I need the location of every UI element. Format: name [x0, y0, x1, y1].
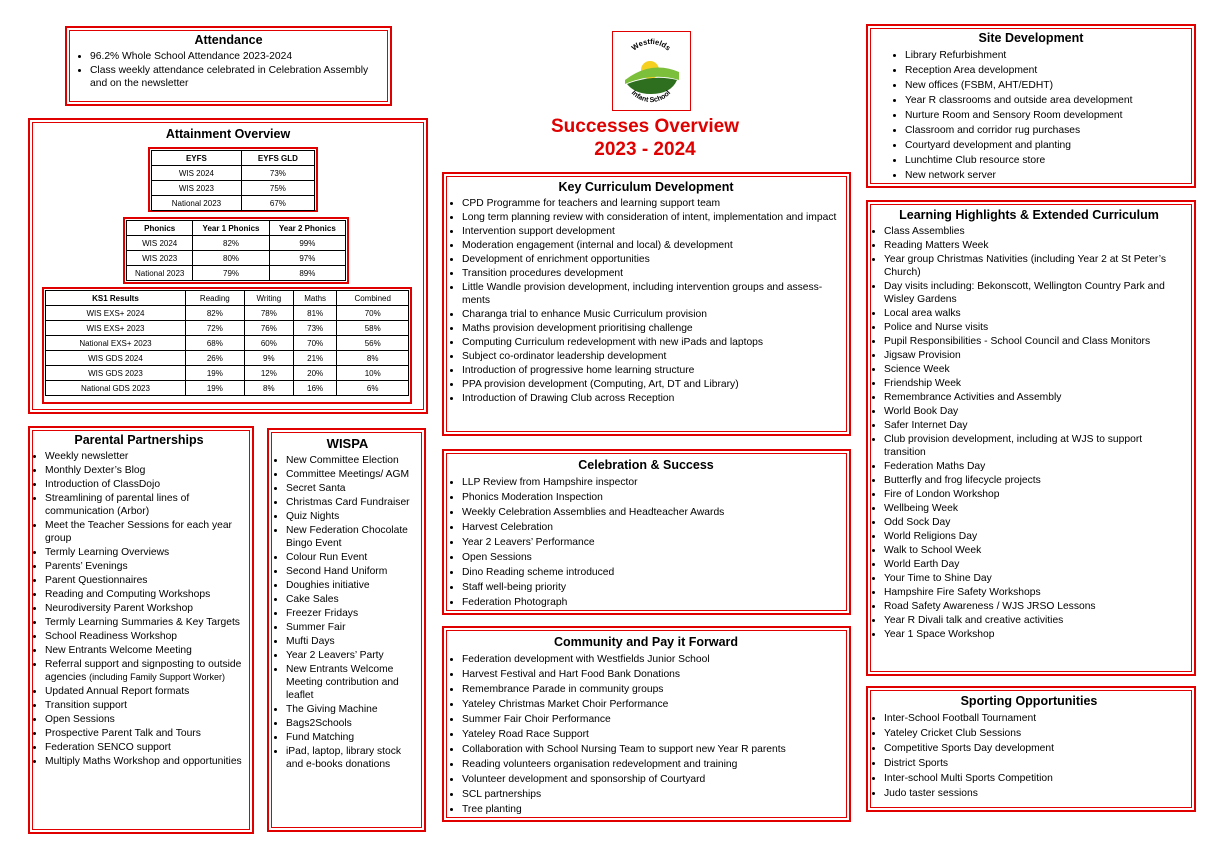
- wispa-item: • Quiz Nights: [286, 510, 420, 523]
- community-item: • Volunteer development and sponsorship of Courtyard: [462, 772, 841, 787]
- curriculum-item: • PPA provision development (Computing, Art, DT and Library): [462, 378, 841, 391]
- curriculum-item: • Little Wandle provision development, including intervention groups and assess-ments: [462, 281, 841, 307]
- table-cell: 79%: [193, 266, 269, 281]
- table-cell: 82%: [185, 306, 244, 321]
- learning-item: • Wellbeing Week: [884, 502, 1186, 515]
- table-cell: 26%: [185, 351, 244, 366]
- table-cell: 73%: [293, 321, 337, 336]
- curriculum-item: • Computing Curriculum redevelopment with new iPads and laptops: [462, 336, 841, 349]
- parental-item: • Parents’ Evenings: [45, 560, 244, 573]
- table-header-cell: Writing: [244, 291, 293, 306]
- table-cell: 58%: [337, 321, 409, 336]
- parental-item: • School Readiness Workshop: [45, 630, 244, 643]
- sporting-heading: Sporting Opportunities: [960, 694, 1098, 708]
- curriculum-item: • Transition procedures development: [462, 267, 841, 280]
- site-heading: Site Development: [978, 31, 1084, 45]
- site-item: • Courtyard development and planting: [905, 138, 1186, 153]
- phonics-table: [126, 220, 346, 281]
- table-cell: 8%: [337, 351, 409, 366]
- learning-heading: Learning Highlights & Extended Curriculum: [899, 208, 1159, 222]
- table-cell: 70%: [293, 336, 337, 351]
- parental-item: • Termly Learning Summaries & Key Targets: [45, 616, 244, 629]
- table-header-cell: Phonics: [127, 221, 193, 236]
- parental-item: • Streamlining of parental lines of communication (Arbor): [45, 492, 244, 518]
- community-item: • Summer Fair Choir Performance: [462, 712, 841, 727]
- table-cell: National GDS 2023: [46, 381, 186, 396]
- attendance-list: [75, 50, 382, 90]
- sporting-list: [872, 711, 1186, 801]
- table-header-row: [46, 291, 409, 306]
- table-cell: 73%: [241, 166, 314, 181]
- table-header-cell: Combined: [337, 291, 409, 306]
- table-cell: WIS EXS+ 2023: [46, 321, 186, 336]
- celebration-list: [451, 475, 841, 610]
- celebration-item: • Year 2 Leavers’ Performance: [462, 535, 841, 550]
- wispa-item: • Second Hand Uniform: [286, 565, 420, 578]
- site-item: • Reception Area development: [905, 63, 1186, 78]
- table-cell: 99%: [269, 236, 345, 251]
- wispa-item: • Colour Run Event: [286, 551, 420, 564]
- learning-item: • Year group Christmas Nativities (including Year 2 at St Peter’s Church): [884, 253, 1186, 279]
- table-row: [46, 351, 409, 366]
- parental-item: • Parent Questionnaires: [45, 574, 244, 587]
- learning-item: • World Book Day: [884, 405, 1186, 418]
- table-header-row: [127, 221, 346, 236]
- learning-item: • Federation Maths Day: [884, 460, 1186, 473]
- learning-item: • Safer Internet Day: [884, 419, 1186, 432]
- curriculum-item: • Development of enrichment opportunities: [462, 253, 841, 266]
- table-row: [152, 166, 315, 181]
- celebration-heading: Celebration & Success: [578, 458, 714, 472]
- learning-item: • Club provision development, including at WJS to support transition: [884, 433, 1186, 459]
- table-cell: 78%: [244, 306, 293, 321]
- table-row: [127, 266, 346, 281]
- sporting-item: • Inter-school Multi Sports Competition: [884, 771, 1186, 786]
- table-cell: WIS 2024: [152, 166, 242, 181]
- page-title-line2: 2023 - 2024: [594, 139, 696, 160]
- wispa-item: • Committee Meetings/ AGM: [286, 468, 420, 481]
- table-cell: 6%: [337, 381, 409, 396]
- table-cell: 80%: [193, 251, 269, 266]
- learning-item: • World Religions Day: [884, 530, 1186, 543]
- site-item: • New network server: [905, 168, 1186, 183]
- learning-item: • Class Assemblies: [884, 225, 1186, 238]
- parental-item: • Transition support: [45, 699, 244, 712]
- parental-item: • Termly Learning Overviews: [45, 546, 244, 559]
- wispa-item: • Doughies initiative: [286, 579, 420, 592]
- school-logo: [612, 31, 691, 111]
- learning-item: • Pupil Responsibilities - School Council and Class Monitors: [884, 335, 1186, 348]
- table-cell: WIS EXS+ 2024: [46, 306, 186, 321]
- curriculum-item: • Intervention support development: [462, 225, 841, 238]
- community-list: [451, 652, 841, 817]
- table-cell: 70%: [337, 306, 409, 321]
- school-logo-graphic: [613, 32, 690, 110]
- table-row: [46, 306, 409, 321]
- celebration-item: • Staff well-being priority: [462, 580, 841, 595]
- table-cell: 75%: [241, 181, 314, 196]
- wispa-list: [275, 454, 420, 771]
- learning-item: • Butterfly and frog lifecycle projects: [884, 474, 1186, 487]
- wispa-item: • The Giving Machine: [286, 703, 420, 716]
- wispa-heading: WISPA: [326, 436, 369, 451]
- parental-item: • Neurodiversity Parent Workshop: [45, 602, 244, 615]
- table-cell: 67%: [241, 196, 314, 211]
- curriculum-item: • Introduction of Drawing Club across Reception: [462, 392, 841, 405]
- community-item: • Harvest Festival and Hart Food Bank Donations: [462, 667, 841, 682]
- site-item: • Nurture Room and Sensory Room development: [905, 108, 1186, 123]
- wispa-item: • Christmas Card Fundraiser: [286, 496, 420, 509]
- table-cell: 56%: [337, 336, 409, 351]
- table-cell: WIS GDS 2024: [46, 351, 186, 366]
- community-item: • Collaboration with School Nursing Team to support new Year R parents: [462, 742, 841, 757]
- wispa-item: • New Entrants Welcome Meeting contribution and leaflet: [286, 663, 420, 702]
- curriculum-item: • Charanga trial to enhance Music Curriculum provision: [462, 308, 841, 321]
- site-item: • Library Refurbishment: [905, 48, 1186, 63]
- table-cell: 8%: [244, 381, 293, 396]
- table-header-cell: Year 2 Phonics: [269, 221, 345, 236]
- table-header-cell: Maths: [293, 291, 337, 306]
- parental-item: • Multiply Maths Workshop and opportunities: [45, 755, 244, 768]
- learning-item: • Hampshire Fire Safety Workshops: [884, 586, 1186, 599]
- community-item: • Remembrance Parade in community groups: [462, 682, 841, 697]
- table-cell: 68%: [185, 336, 244, 351]
- attendance-item: • Class weekly attendance celebrated in Celebration Assembly and on the newsletter: [90, 64, 382, 90]
- learning-item: • Jigsaw Provision: [884, 349, 1186, 362]
- table-cell: WIS 2024: [127, 236, 193, 251]
- learning-panel: [866, 200, 1196, 676]
- parental-item: • Referral support and signposting to outside agencies (including Family Support Worker): [45, 658, 244, 684]
- celebration-panel: [442, 449, 851, 615]
- celebration-item: • Federation Photograph: [462, 595, 841, 610]
- site-item: • Classroom and corridor rug purchases: [905, 123, 1186, 138]
- parental-item: • Meet the Teacher Sessions for each year group: [45, 519, 244, 545]
- parental-item: • Open Sessions: [45, 713, 244, 726]
- curriculum-item: • Subject co-ordinator leadership development: [462, 350, 841, 363]
- table-cell: 10%: [337, 366, 409, 381]
- parental-item: • Monthly Dexter’s Blog: [45, 464, 244, 477]
- table-header-cell: EYFS: [152, 151, 242, 166]
- learning-item: • Police and Nurse visits: [884, 321, 1186, 334]
- site-list: [890, 48, 1186, 183]
- table-row: [127, 251, 346, 266]
- table-header-row: [152, 151, 315, 166]
- table-header-cell: Reading: [185, 291, 244, 306]
- curriculum-item: • Maths provision development prioritising challenge: [462, 322, 841, 335]
- learning-item: • Day visits including: Bekonscott, Wellington Country Park and Wisley Gardens: [884, 280, 1186, 306]
- table-cell: 60%: [244, 336, 293, 351]
- celebration-item: • Harvest Celebration: [462, 520, 841, 535]
- table-cell: 21%: [293, 351, 337, 366]
- table-row: [152, 196, 315, 211]
- learning-item: • Remembrance Activities and Assembly: [884, 391, 1186, 404]
- curriculum-list: [451, 197, 841, 405]
- table-cell: 76%: [244, 321, 293, 336]
- sporting-item: • Yateley Cricket Club Sessions: [884, 726, 1186, 741]
- table-cell: National EXS+ 2023: [46, 336, 186, 351]
- celebration-item: • Dino Reading scheme introduced: [462, 565, 841, 580]
- learning-item: • Reading Matters Week: [884, 239, 1186, 252]
- page-title: [495, 115, 795, 161]
- community-item: • Tree planting: [462, 802, 841, 817]
- table-cell: National 2023: [152, 196, 242, 211]
- table-row: [152, 181, 315, 196]
- eyfs-table: [151, 150, 315, 211]
- wispa-item: • Mufti Days: [286, 635, 420, 648]
- learning-item: • Science Week: [884, 363, 1186, 376]
- table-cell: 82%: [193, 236, 269, 251]
- table-row: [46, 366, 409, 381]
- wispa-item: • Freezer Fridays: [286, 607, 420, 620]
- table-row: [46, 336, 409, 351]
- learning-list: [872, 225, 1186, 641]
- wispa-panel: [267, 428, 426, 832]
- learning-item: • Year R Divali talk and creative activities: [884, 614, 1186, 627]
- wispa-item: • Secret Santa: [286, 482, 420, 495]
- parental-item: • Reading and Computing Workshops: [45, 588, 244, 601]
- celebration-item: • Open Sessions: [462, 550, 841, 565]
- parental-item: • Weekly newsletter: [45, 450, 244, 463]
- curriculum-item: • CPD Programme for teachers and learning support team: [462, 197, 841, 210]
- site-item: • Year R classrooms and outside area development: [905, 93, 1186, 108]
- learning-item: • Fire of London Workshop: [884, 488, 1186, 501]
- learning-item: • World Earth Day: [884, 558, 1186, 571]
- parental-item: • Prospective Parent Talk and Tours: [45, 727, 244, 740]
- curriculum-heading: Key Curriculum Development: [558, 180, 734, 194]
- page-title-line1: Successes Overview: [550, 116, 740, 137]
- attendance-heading: Attendance: [194, 33, 263, 47]
- table-cell: 97%: [269, 251, 345, 266]
- wispa-item: • New Committee Election: [286, 454, 420, 467]
- parental-item: • Updated Annual Report formats: [45, 685, 244, 698]
- wispa-item: • Cake Sales: [286, 593, 420, 606]
- table-row: [46, 321, 409, 336]
- wispa-item: • Bags2Schools: [286, 717, 420, 730]
- community-item: • Yateley Road Race Support: [462, 727, 841, 742]
- curriculum-item: • Moderation engagement (internal and local) & development: [462, 239, 841, 252]
- wispa-item: • Summer Fair: [286, 621, 420, 634]
- table-cell: 12%: [244, 366, 293, 381]
- community-item: • Federation development with Westfields Junior School: [462, 652, 841, 667]
- celebration-item: • LLP Review from Hampshire inspector: [462, 475, 841, 490]
- table-cell: 89%: [269, 266, 345, 281]
- parental-heading: Parental Partnerships: [74, 433, 204, 447]
- sporting-item: • Judo taster sessions: [884, 786, 1186, 801]
- table-header-cell: KS1 Results: [46, 291, 186, 306]
- learning-item: • Odd Sock Day: [884, 516, 1186, 529]
- table-cell: WIS 2023: [127, 251, 193, 266]
- community-item: • Reading volunteers organisation redevelopment and training: [462, 757, 841, 772]
- parental-item: • Federation SENCO support: [45, 741, 244, 754]
- table-cell: 81%: [293, 306, 337, 321]
- table-cell: 72%: [185, 321, 244, 336]
- table-header-cell: EYFS GLD: [241, 151, 314, 166]
- wispa-item: • iPad, laptop, library stock and e-books donations: [286, 745, 420, 771]
- table-cell: WIS 2023: [152, 181, 242, 196]
- community-item: • Yateley Christmas Market Choir Performance: [462, 697, 841, 712]
- sporting-item: • Inter-School Football Tournament: [884, 711, 1186, 726]
- table-cell: 9%: [244, 351, 293, 366]
- table-cell: 19%: [185, 381, 244, 396]
- ks1-table: [45, 290, 409, 396]
- svg-text:Westfields: Westfields: [629, 36, 673, 53]
- curriculum-item: • Long term planning review with consideration of intent, implementation and impact: [462, 211, 841, 224]
- community-panel: [442, 626, 851, 822]
- table-cell: 19%: [185, 366, 244, 381]
- curriculum-panel: [442, 172, 851, 436]
- site-item: • New offices (FSBM, AHT/EDHT): [905, 78, 1186, 93]
- parental-list: [34, 450, 244, 768]
- attendance-panel: [65, 26, 392, 106]
- wispa-item: • New Federation Chocolate Bingo Event: [286, 524, 420, 550]
- curriculum-item: • Introduction of progressive home learning structure: [462, 364, 841, 377]
- site-panel: [866, 24, 1196, 188]
- learning-item: • Your Time to Shine Day: [884, 572, 1186, 585]
- learning-item: • Road Safety Awareness / WJS JRSO Lessons: [884, 600, 1186, 613]
- community-item: • SCL partnerships: [462, 787, 841, 802]
- celebration-item: • Phonics Moderation Inspection: [462, 490, 841, 505]
- attainment-heading: Attainment Overview: [165, 127, 291, 141]
- community-heading: Community and Pay it Forward: [553, 635, 739, 649]
- table-cell: 20%: [293, 366, 337, 381]
- learning-item: • Year 1 Space Workshop: [884, 628, 1186, 641]
- table-header-cell: Year 1 Phonics: [193, 221, 269, 236]
- attendance-item: • 96.2% Whole School Attendance 2023-2024: [90, 50, 382, 63]
- parental-panel: [28, 426, 254, 834]
- table-cell: 16%: [293, 381, 337, 396]
- table-cell: WIS GDS 2023: [46, 366, 186, 381]
- sporting-panel: [866, 686, 1196, 812]
- learning-item: • Walk to School Week: [884, 544, 1186, 557]
- wispa-item: • Fund Matching: [286, 731, 420, 744]
- wispa-item: • Year 2 Leavers’ Party: [286, 649, 420, 662]
- parental-item: • Introduction of ClassDojo: [45, 478, 244, 491]
- parental-item: • New Entrants Welcome Meeting: [45, 644, 244, 657]
- site-item: • Lunchtime Club resource store: [905, 153, 1186, 168]
- learning-item: • Local area walks: [884, 307, 1186, 320]
- sporting-item: • Competitive Sports Day development: [884, 741, 1186, 756]
- table-row: [46, 381, 409, 396]
- learning-item: • Friendship Week: [884, 377, 1186, 390]
- table-row: [127, 236, 346, 251]
- sporting-item: • District Sports: [884, 756, 1186, 771]
- svg-text:Infant School: Infant School: [629, 89, 673, 105]
- table-cell: National 2023: [127, 266, 193, 281]
- celebration-item: • Weekly Celebration Assemblies and Headteacher Awards: [462, 505, 841, 520]
